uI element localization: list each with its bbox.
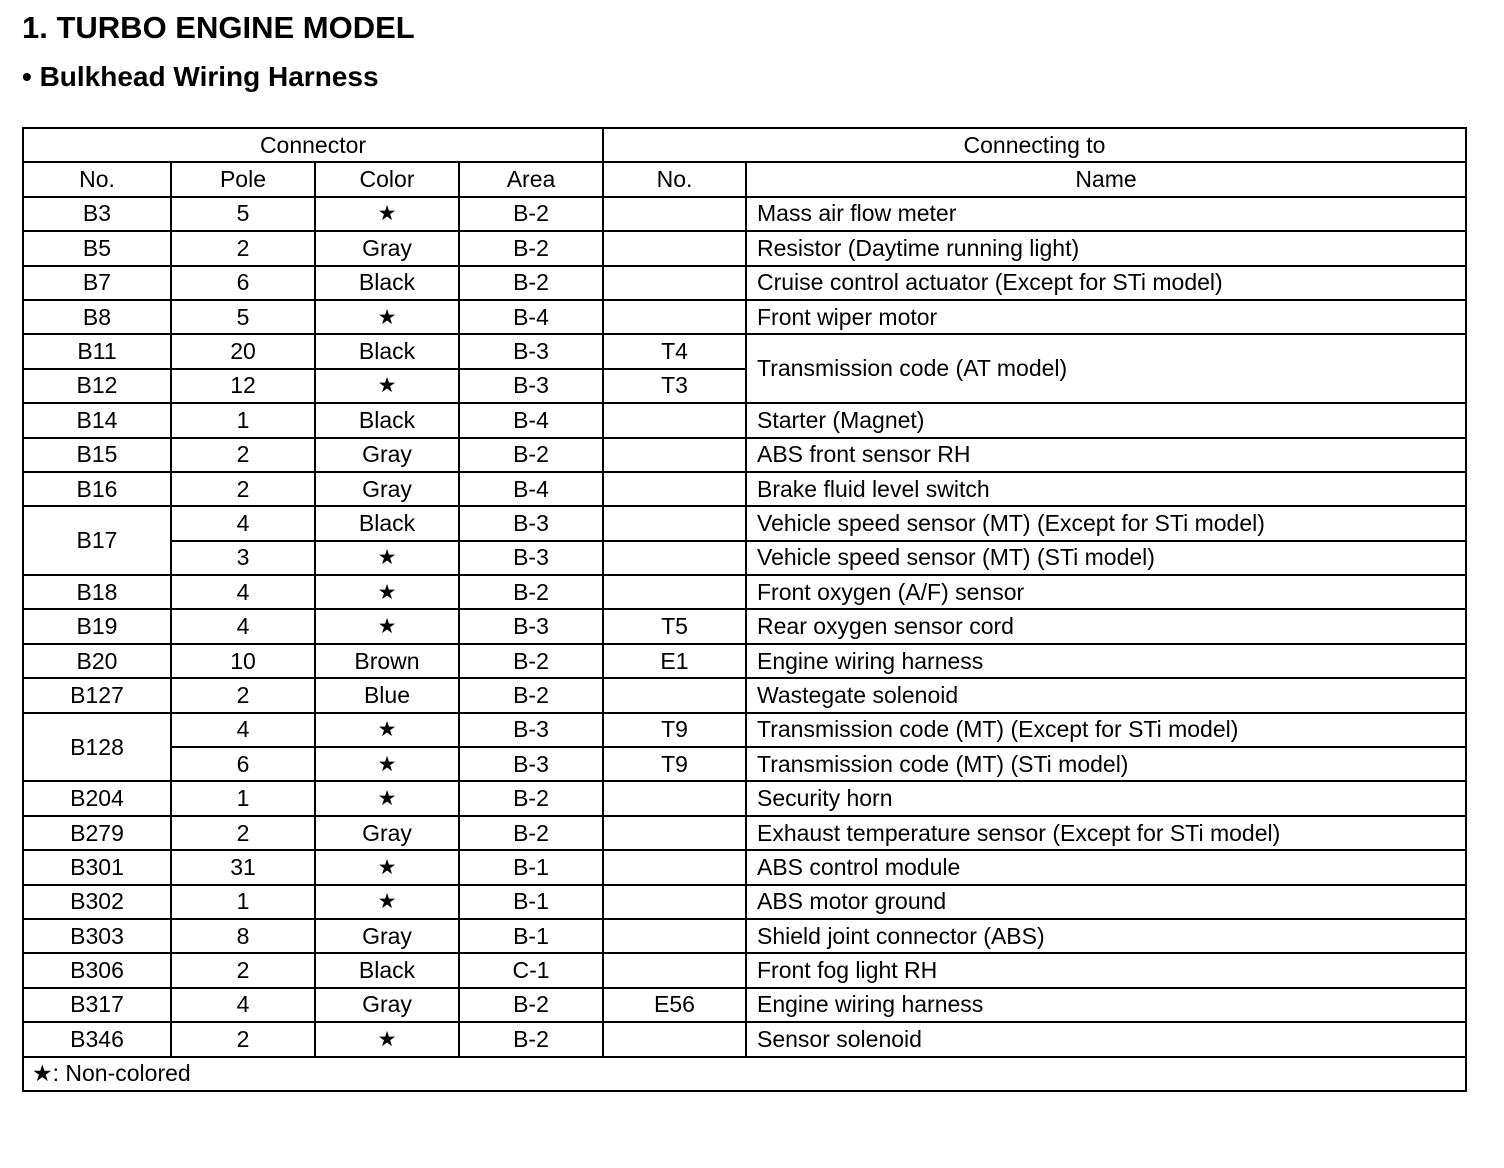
cell-connecting-no: E1	[603, 644, 746, 678]
cell-connector-no: B15	[23, 438, 171, 472]
cell-color: ★	[315, 1022, 459, 1056]
cell-pole: 4	[171, 713, 315, 747]
cell-pole: 5	[171, 300, 315, 334]
cell-color: ★	[315, 850, 459, 884]
table-row	[23, 885, 1466, 919]
cell-connector-no: B8	[23, 300, 171, 334]
cell-color: ★	[315, 369, 459, 403]
table-row	[23, 850, 1466, 884]
cell-color: Brown	[315, 644, 459, 678]
cell-connecting-name: ABS front sensor RH	[746, 438, 1466, 472]
cell-connecting-name: Engine wiring harness	[746, 988, 1466, 1022]
cell-connecting-name: Vehicle speed sensor (MT) (STi model)	[746, 541, 1466, 575]
cell-connecting-name: Engine wiring harness	[746, 644, 1466, 678]
cell-connecting-name: Exhaust temperature sensor (Except for STi model)	[746, 816, 1466, 850]
cell-connecting-no	[603, 300, 746, 334]
table-row	[23, 988, 1466, 1022]
cell-connecting-name: Resistor (Daytime running light)	[746, 231, 1466, 265]
table-row	[23, 300, 1466, 334]
cell-connecting-name: Rear oxygen sensor cord	[746, 609, 1466, 643]
cell-connecting-name: Transmission code (MT) (Except for STi model)	[746, 713, 1466, 747]
table-row	[23, 197, 1466, 231]
cell-pole: 4	[171, 609, 315, 643]
col-header-no: No.	[23, 162, 171, 196]
table-row	[23, 334, 1466, 368]
bulkhead-harness-table	[22, 127, 1467, 1092]
cell-pole: 2	[171, 1022, 315, 1056]
cell-connecting-no	[603, 403, 746, 437]
table-row	[23, 575, 1466, 609]
cell-connecting-no: T5	[603, 609, 746, 643]
cell-pole: 2	[171, 472, 315, 506]
cell-connecting-name: Wastegate solenoid	[746, 678, 1466, 712]
cell-color: Gray	[315, 231, 459, 265]
table-row	[23, 953, 1466, 987]
cell-connector-no: B303	[23, 919, 171, 953]
cell-color: ★	[315, 609, 459, 643]
cell-connecting-no	[603, 575, 746, 609]
page-title: 1. TURBO ENGINE MODEL	[22, 10, 415, 45]
table-row	[23, 781, 1466, 815]
cell-connecting-no	[603, 197, 746, 231]
cell-connecting-name: Vehicle speed sensor (MT) (Except for STi model)	[746, 506, 1466, 540]
table-row	[23, 644, 1466, 678]
cell-connecting-name: Cruise control actuator (Except for STi model)	[746, 266, 1466, 300]
cell-connector-no: B128	[23, 713, 171, 782]
cell-area: B-4	[459, 472, 603, 506]
cell-color: Gray	[315, 438, 459, 472]
table-row	[23, 678, 1466, 712]
cell-color: Gray	[315, 919, 459, 953]
cell-connecting-no	[603, 850, 746, 884]
cell-area: B-2	[459, 781, 603, 815]
cell-pole: 2	[171, 678, 315, 712]
table-row	[23, 506, 1466, 540]
cell-connector-no: B11	[23, 334, 171, 368]
cell-pole: 20	[171, 334, 315, 368]
cell-connector-no: B306	[23, 953, 171, 987]
cell-pole: 4	[171, 575, 315, 609]
cell-color: Black	[315, 266, 459, 300]
cell-area: B-2	[459, 438, 603, 472]
footnote: ★: Non-colored	[23, 1057, 1466, 1091]
cell-connector-no: B127	[23, 678, 171, 712]
cell-area: B-3	[459, 747, 603, 781]
cell-connecting-no	[603, 472, 746, 506]
cell-connecting-no	[603, 919, 746, 953]
group-header-row	[23, 128, 1466, 162]
cell-connector-no: B346	[23, 1022, 171, 1056]
table-row	[23, 403, 1466, 437]
section-subtitle: • Bulkhead Wiring Harness	[22, 61, 379, 92]
cell-connecting-no	[603, 816, 746, 850]
cell-connecting-name: Front fog light RH	[746, 953, 1466, 987]
table-row	[23, 816, 1466, 850]
cell-area: B-3	[459, 713, 603, 747]
cell-area: B-2	[459, 231, 603, 265]
cell-connecting-no	[603, 506, 746, 540]
cell-connector-no: B204	[23, 781, 171, 815]
cell-pole: 1	[171, 885, 315, 919]
cell-area: B-2	[459, 197, 603, 231]
cell-connecting-no: T4	[603, 334, 746, 368]
cell-pole: 2	[171, 953, 315, 987]
cell-area: B-2	[459, 266, 603, 300]
table-row	[23, 713, 1466, 747]
cell-area: B-2	[459, 1022, 603, 1056]
cell-pole: 5	[171, 197, 315, 231]
cell-pole: 31	[171, 850, 315, 884]
cell-area: B-1	[459, 850, 603, 884]
cell-color: Blue	[315, 678, 459, 712]
footnote-row	[23, 1057, 1466, 1091]
cell-color: ★	[315, 713, 459, 747]
cell-color: Gray	[315, 988, 459, 1022]
cell-connector-no: B20	[23, 644, 171, 678]
table-row	[23, 919, 1466, 953]
cell-pole: 3	[171, 541, 315, 575]
table-row	[23, 472, 1466, 506]
cell-connecting-no	[603, 781, 746, 815]
table-row	[23, 609, 1466, 643]
cell-pole: 1	[171, 403, 315, 437]
cell-area: B-1	[459, 919, 603, 953]
cell-color: ★	[315, 885, 459, 919]
cell-connecting-no: E56	[603, 988, 746, 1022]
cell-connecting-no	[603, 953, 746, 987]
cell-connecting-no	[603, 231, 746, 265]
cell-connecting-name: ABS motor ground	[746, 885, 1466, 919]
cell-connecting-name: Security horn	[746, 781, 1466, 815]
cell-area: B-2	[459, 644, 603, 678]
cell-area: B-3	[459, 334, 603, 368]
cell-connecting-no	[603, 438, 746, 472]
cell-color: Black	[315, 953, 459, 987]
cell-connecting-name: Mass air flow meter	[746, 197, 1466, 231]
col-header-area: Area	[459, 162, 603, 196]
cell-connecting-no	[603, 1022, 746, 1056]
table-row	[23, 231, 1466, 265]
table-row	[23, 438, 1466, 472]
cell-color: ★	[315, 575, 459, 609]
cell-connecting-name: Brake fluid level switch	[746, 472, 1466, 506]
table-row	[23, 1022, 1466, 1056]
cell-area: B-2	[459, 988, 603, 1022]
cell-color: Gray	[315, 472, 459, 506]
col-header-color: Color	[315, 162, 459, 196]
cell-pole: 10	[171, 644, 315, 678]
col-header-pole: Pole	[171, 162, 315, 196]
table-row	[23, 747, 1466, 781]
cell-connecting-no: T9	[603, 713, 746, 747]
cell-area: B-3	[459, 369, 603, 403]
cell-connecting-name: Front wiper motor	[746, 300, 1466, 334]
cell-connector-no: B5	[23, 231, 171, 265]
cell-connector-no: B3	[23, 197, 171, 231]
col-header-name: Name	[746, 162, 1466, 196]
cell-color: Black	[315, 506, 459, 540]
cell-connector-no: B7	[23, 266, 171, 300]
cell-area: B-3	[459, 609, 603, 643]
cell-connector-no: B14	[23, 403, 171, 437]
cell-color: ★	[315, 747, 459, 781]
cell-pole: 1	[171, 781, 315, 815]
group-header-connector: Connector	[23, 128, 603, 162]
cell-area: B-3	[459, 506, 603, 540]
cell-area: C-1	[459, 953, 603, 987]
cell-area: B-2	[459, 575, 603, 609]
table-row	[23, 266, 1466, 300]
cell-area: B-4	[459, 403, 603, 437]
cell-connector-no: B18	[23, 575, 171, 609]
cell-area: B-3	[459, 541, 603, 575]
group-header-connecting-to: Connecting to	[603, 128, 1466, 162]
cell-connecting-name: ABS control module	[746, 850, 1466, 884]
cell-color: ★	[315, 541, 459, 575]
cell-connecting-name: Sensor solenoid	[746, 1022, 1466, 1056]
cell-pole: 12	[171, 369, 315, 403]
cell-color: Black	[315, 334, 459, 368]
table-row	[23, 541, 1466, 575]
cell-pole: 6	[171, 747, 315, 781]
cell-connecting-name: Front oxygen (A/F) sensor	[746, 575, 1466, 609]
cell-pole: 4	[171, 506, 315, 540]
cell-connector-no: B19	[23, 609, 171, 643]
cell-connecting-no	[603, 541, 746, 575]
cell-color: Black	[315, 403, 459, 437]
cell-area: B-4	[459, 300, 603, 334]
cell-connecting-name: Transmission code (AT model)	[746, 334, 1466, 403]
cell-area: B-2	[459, 678, 603, 712]
cell-pole: 6	[171, 266, 315, 300]
cell-connecting-no: T3	[603, 369, 746, 403]
cell-connecting-no: T9	[603, 747, 746, 781]
cell-color: ★	[315, 300, 459, 334]
cell-connector-no: B12	[23, 369, 171, 403]
cell-connecting-name: Starter (Magnet)	[746, 403, 1466, 437]
cell-pole: 8	[171, 919, 315, 953]
cell-color: Gray	[315, 816, 459, 850]
cell-area: B-1	[459, 885, 603, 919]
column-header-row	[23, 162, 1466, 196]
cell-connector-no: B16	[23, 472, 171, 506]
col-header-to-no: No.	[603, 162, 746, 196]
cell-connecting-no	[603, 678, 746, 712]
cell-connector-no: B279	[23, 816, 171, 850]
cell-pole: 2	[171, 816, 315, 850]
cell-pole: 2	[171, 438, 315, 472]
cell-connector-no: B302	[23, 885, 171, 919]
cell-connecting-name: Shield joint connector (ABS)	[746, 919, 1466, 953]
cell-color: ★	[315, 781, 459, 815]
cell-connecting-no	[603, 885, 746, 919]
cell-color: ★	[315, 197, 459, 231]
cell-pole: 2	[171, 231, 315, 265]
cell-area: B-2	[459, 816, 603, 850]
cell-connector-no: B301	[23, 850, 171, 884]
cell-connecting-no	[603, 266, 746, 300]
cell-connector-no: B317	[23, 988, 171, 1022]
cell-connecting-name: Transmission code (MT) (STi model)	[746, 747, 1466, 781]
cell-connector-no: B17	[23, 506, 171, 575]
cell-pole: 4	[171, 988, 315, 1022]
